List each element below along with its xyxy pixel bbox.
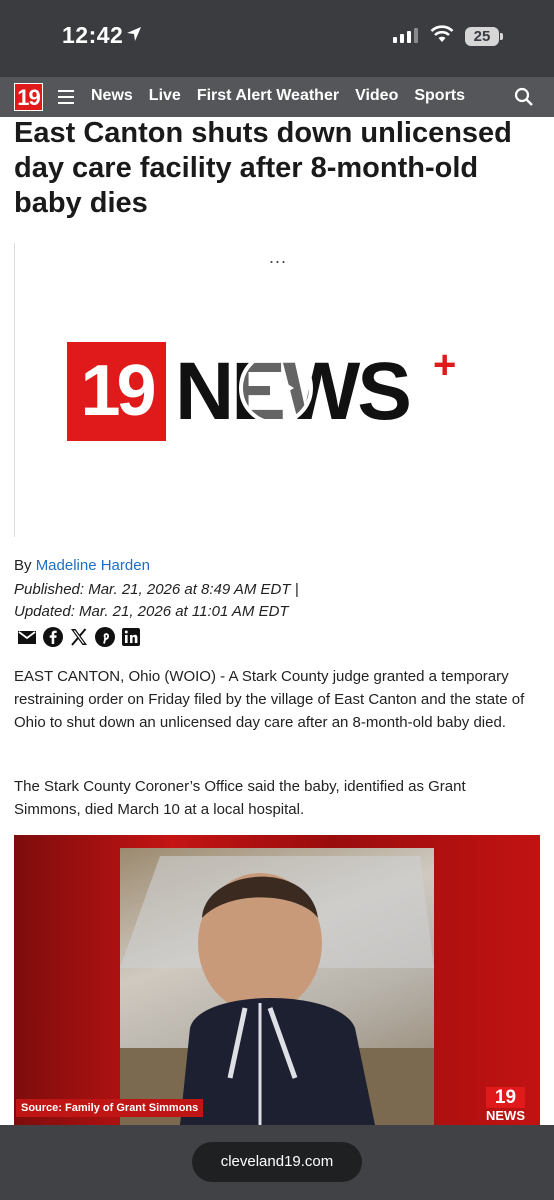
share-bar <box>16 626 142 648</box>
menu-icon[interactable] <box>58 90 74 108</box>
author-link[interactable]: Madeline Harden <box>35 557 150 574</box>
linkedin-icon[interactable] <box>120 626 142 648</box>
nav-links <box>91 87 465 105</box>
nav-link-video[interactable]: Video <box>355 87 399 104</box>
status-bar <box>0 0 554 77</box>
browser-url-bar <box>0 1125 554 1200</box>
more-options-icon[interactable]: ... <box>269 247 288 267</box>
watermark-word: NEWS <box>486 1108 525 1123</box>
article-headline: East Canton shuts down unlicensed day care facility after 8-month-old baby dies <box>14 117 512 219</box>
nav-link-weather[interactable]: First Alert Weather <box>196 87 340 104</box>
play-button-icon[interactable] <box>239 351 313 425</box>
video-logo-plus: + <box>433 343 457 387</box>
video-logo-word: NEWS <box>175 346 409 437</box>
wifi-icon <box>430 25 454 48</box>
url-pill[interactable]: cleveland19.com <box>192 1142 362 1182</box>
station-logo[interactable]: 19 <box>14 83 43 111</box>
pinterest-icon[interactable] <box>94 626 116 648</box>
battery-icon: 25 <box>465 27 499 46</box>
article-paragraph-1: EAST CANTON, Ohio (WOIO) - A Stark County judge granted a temporary restraining order on Friday filed by the village of East Canton and the state of Ohio to shut down an unlicensed day care after an 8-month-old baby died. <box>14 668 525 731</box>
article-paragraph-2: The Stark County Coroner’s Office said the baby, identified as Grant Simmons, died March 10 at a local hospital. <box>14 778 466 818</box>
status-time: 12:42 <box>62 22 124 48</box>
video-logo-number: 19 <box>67 342 166 441</box>
location-arrow-icon <box>126 26 142 47</box>
nav-link-live[interactable]: Live <box>148 87 181 104</box>
facebook-icon[interactable] <box>42 626 64 648</box>
top-nav <box>0 77 554 117</box>
updated-date: Updated: Mar. 21, 2026 at 11:01 AM EDT <box>14 603 289 620</box>
photo-watermark <box>486 1087 525 1122</box>
email-icon[interactable] <box>16 626 38 648</box>
search-icon[interactable] <box>514 87 534 112</box>
nav-link-sports[interactable]: Sports <box>414 87 466 104</box>
photo-image <box>120 848 434 1125</box>
watermark-number: 19 <box>486 1087 525 1108</box>
x-icon[interactable] <box>68 626 90 648</box>
video-player[interactable] <box>14 243 541 537</box>
published-date: Published: Mar. 21, 2026 at 8:49 AM EDT | <box>14 581 299 598</box>
cellular-signal-icon <box>393 28 418 43</box>
nav-link-news[interactable]: News <box>91 87 133 104</box>
article-photo[interactable] <box>14 835 540 1125</box>
byline-prefix: By <box>14 557 36 574</box>
byline <box>14 557 150 574</box>
photo-caption: Source: Family of Grant Simmons <box>16 1099 203 1117</box>
